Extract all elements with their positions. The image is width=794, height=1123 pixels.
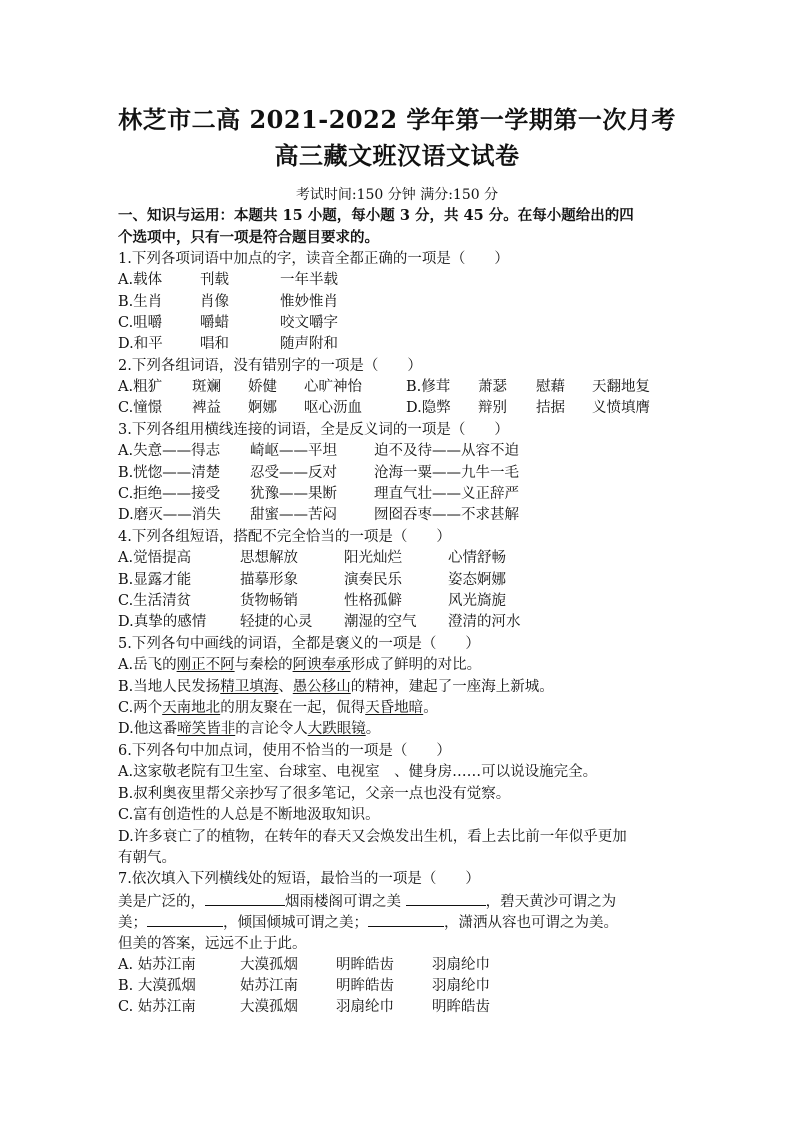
q2-d-word1: D.隐弊: [406, 400, 451, 416]
q4-d-phrase4: 澄清的河水: [448, 614, 521, 630]
q4-d-phrase2: 轻捷的心灵: [240, 614, 313, 630]
q3-c-pair3: 理直气壮——义正辞严: [374, 486, 519, 502]
q7-c-phrase3: 羽扇纶巾: [336, 999, 394, 1015]
q5-d-text: 。: [365, 721, 381, 737]
q5-b-text: B.当地人民发扬: [118, 679, 221, 695]
q5-c-text: 。: [423, 700, 438, 716]
q3-a-pair1: A.失意——得志: [118, 443, 221, 459]
q4-b-phrase1: B.显露才能: [118, 572, 192, 588]
q6-stem: 6.下列各句中加点词，使用不恰当的一项是（ ）: [118, 743, 451, 759]
q1-d-word2: 唱和: [200, 336, 229, 352]
q7-passage-text: ，潇洒从容也可谓之为美。: [444, 915, 618, 931]
q1-a-word2: 刊载: [200, 272, 229, 288]
q7-c-phrase2: 大漠孤烟: [240, 999, 298, 1015]
q2-b-word1: B.修茸: [406, 379, 451, 395]
q3-b-pair3: 沧海一粟——九牛一毛: [374, 465, 519, 481]
q7-c-phrase4: 明眸皓齿: [432, 999, 490, 1015]
q5-option-c: [118, 698, 438, 718]
q6-option-b: B.叔利奥夜里帮父亲抄写了很多笔记，父亲一点也没有觉察。: [118, 786, 511, 802]
q1-c-word1: C.咀嚼: [118, 315, 163, 331]
q2-a-word3: 娇健: [248, 379, 277, 395]
q7-passage-line1: [118, 891, 616, 911]
q2-c-word3: 婀娜: [248, 400, 277, 416]
exam-title-line1: 林芝市二高 2021-2022 学年第一学期第一次月考: [118, 105, 676, 134]
q5-stem: 5.下列各句中画线的词语，全都是褒义的一项是（ ）: [118, 636, 480, 652]
q4-stem: 4.下列各组短语，搭配不完全恰当的一项是（ ）: [118, 529, 451, 545]
q1-a-word1: A.载体: [118, 272, 163, 288]
q4-c-phrase1: C.生活清贫: [118, 593, 192, 609]
q5-c-text: 的朋友聚在一起，侃得: [220, 700, 366, 716]
q5-d-text: 的言论令人: [235, 721, 308, 737]
q1-c-word2: 嚼蜡: [200, 315, 229, 331]
q5-c-underlined2: 天昏地暗: [365, 700, 424, 716]
q2-a-word2: 斑斓: [192, 379, 221, 395]
q5-a-text: 与秦桧的: [234, 657, 293, 673]
q5-d-underlined1: 啼笑皆非: [177, 721, 236, 737]
q2-c-word2: 裨益: [192, 400, 221, 416]
q7-a-phrase1: A. 姑苏江南: [118, 957, 196, 973]
q5-a-text: A.岳飞的: [118, 657, 177, 673]
q5-d-underlined2: 大跌眼镜: [307, 721, 366, 737]
q5-option-b: [118, 677, 554, 697]
q1-b-word3: 惟妙惟肖: [280, 294, 338, 310]
q2-d-word4: 义愤填膺: [592, 400, 650, 416]
q1-c-word3: 咬文嚼字: [280, 315, 338, 331]
q5-option-a: [118, 655, 481, 675]
q7-blank-2: [406, 891, 486, 906]
q5-option-d: [118, 719, 380, 739]
q4-d-phrase1: D.真挚的感情: [118, 614, 207, 630]
q5-c-underlined1: 天南地北: [162, 700, 221, 716]
q4-c-phrase3: 性格孤僻: [344, 593, 402, 609]
q3-c-pair1: C.拒绝——接受: [118, 486, 221, 502]
q4-a-phrase3: 阳光灿烂: [344, 550, 402, 566]
q7-passage-line2: [118, 912, 618, 932]
q5-c-text: C.两个: [118, 700, 163, 716]
q1-b-word2: 肖像: [200, 294, 229, 310]
q7-blank-3: [147, 912, 223, 927]
q5-b-text: 的精神，建起了一座海上新城。: [350, 679, 554, 695]
q7-passage-line3: 但美的答案，远远不止于此。: [118, 936, 307, 952]
q7-c-phrase1: C. 姑苏江南: [118, 999, 196, 1015]
q2-a-word4: 心旷神怡: [304, 379, 362, 395]
q3-a-pair2: 崎岖——平坦: [250, 443, 337, 459]
exam-title-line2: 高三藏文班汉语文试卷: [274, 141, 520, 170]
q4-b-phrase2: 描摹形象: [240, 572, 298, 588]
section1-heading-line1: 一、知识与运用：本题共 15 小题，每小题 3 分，共 45 分。在每小题给出的四: [118, 207, 634, 224]
q7-b-phrase3: 明眸皓齿: [336, 978, 394, 994]
q1-d-word3: 随声附和: [280, 336, 338, 352]
q5-b-underlined1: 精卫填海: [220, 679, 279, 695]
q4-b-phrase4: 姿态婀娜: [448, 572, 506, 588]
q3-d-pair2: 甜蜜——苦闷: [250, 507, 337, 523]
q1-a-word3: 一年半载: [280, 272, 338, 288]
q6-option-d-line2: 有朝气。: [118, 850, 176, 866]
q3-b-pair1: B.恍惚——清楚: [118, 465, 221, 481]
q2-b-word2: 萧瑟: [478, 379, 507, 395]
q7-passage-text: ，倾国倾城可谓之美；: [223, 915, 368, 931]
q7-a-phrase4: 羽扇纶巾: [432, 957, 490, 973]
q7-blank-1: [205, 891, 285, 906]
q3-b-pair2: 忍受——反对: [250, 465, 337, 481]
q7-stem: 7.依次填入下列横线处的短语，最恰当的一项是（ ）: [118, 871, 480, 887]
q6-option-c: C.富有创造性的人总是不断地汲取知识。: [118, 807, 380, 823]
q3-stem: 3.下列各组用横线连接的词语，全是反义词的一项是（ ）: [118, 422, 509, 438]
section1-heading-line2: 个选项中，只有一项是符合题目要求的。: [118, 229, 379, 246]
q5-a-underlined2: 阿谀奉承: [292, 657, 351, 673]
q2-a-word1: A.粗犷: [118, 379, 163, 395]
q6-option-d-line1: D.许多衰亡了的植物，在转年的春天又会焕发出生机，看上去比前一年似乎更加: [118, 829, 627, 845]
q5-b-underlined2: 愚公移山: [292, 679, 351, 695]
q7-b-phrase4: 羽扇纶巾: [432, 978, 490, 994]
q3-a-pair3: 迫不及待——从容不迫: [374, 443, 519, 459]
q4-c-phrase4: 风光旖旎: [448, 593, 506, 609]
q7-a-phrase3: 明眸皓齿: [336, 957, 394, 973]
q2-d-word3: 拮据: [536, 400, 565, 416]
q1-stem: 1.下列各项词语中加点的字，读音全都正确的一项是（ ）: [118, 251, 509, 267]
q7-b-phrase2: 姑苏江南: [240, 978, 298, 994]
q3-d-pair3: 囫囵吞枣——不求甚解: [374, 507, 519, 523]
q7-passage-text: 美是广泛的，: [118, 894, 205, 910]
q1-b-word1: B.生肖: [118, 294, 163, 310]
q2-c-word1: C.憧憬: [118, 400, 163, 416]
q1-d-word1: D.和平: [118, 336, 163, 352]
q2-b-word4: 天翻地复: [592, 379, 650, 395]
q5-b-text: 、: [278, 679, 293, 695]
q5-a-underlined1: 刚正不阿: [176, 657, 235, 673]
q4-a-phrase2: 思想解放: [240, 550, 298, 566]
q4-b-phrase3: 演奏民乐: [344, 572, 402, 588]
q5-d-text: D.他这番: [118, 721, 178, 737]
q3-d-pair1: D.磨灭——消失: [118, 507, 221, 523]
q3-c-pair2: 犹豫——果断: [250, 486, 337, 502]
q7-b-phrase1: B. 大漠孤烟: [118, 978, 196, 994]
q2-stem: 2.下列各组词语，没有错别字的一项是（ ）: [118, 358, 422, 374]
q5-a-text: 形成了鲜明的对比。: [350, 657, 482, 673]
q4-a-phrase1: A.觉悟提高: [118, 550, 192, 566]
q7-passage-text: ，碧天黄沙可谓之为: [485, 894, 617, 910]
q7-passage-text: 烟雨楼阁可谓之美: [285, 894, 401, 910]
q7-blank-4: [368, 912, 444, 927]
q4-d-phrase3: 潮湿的空气: [344, 614, 417, 630]
q2-c-word4: 呕心沥血: [304, 400, 362, 416]
q6-option-a: A.这家敬老院有卫生室、台球室、电视室 、健身房……可以说设施完全。: [118, 764, 598, 780]
q7-a-phrase2: 大漠孤烟: [240, 957, 298, 973]
q4-a-phrase4: 心情舒畅: [448, 550, 506, 566]
exam-info: 考试时间:150 分钟 满分:150 分: [295, 187, 499, 203]
q7-passage-text: 美；: [118, 915, 147, 931]
q2-d-word2: 辩别: [478, 400, 507, 416]
q2-b-word3: 慰藉: [536, 379, 565, 395]
q4-c-phrase2: 货物畅销: [240, 593, 298, 609]
